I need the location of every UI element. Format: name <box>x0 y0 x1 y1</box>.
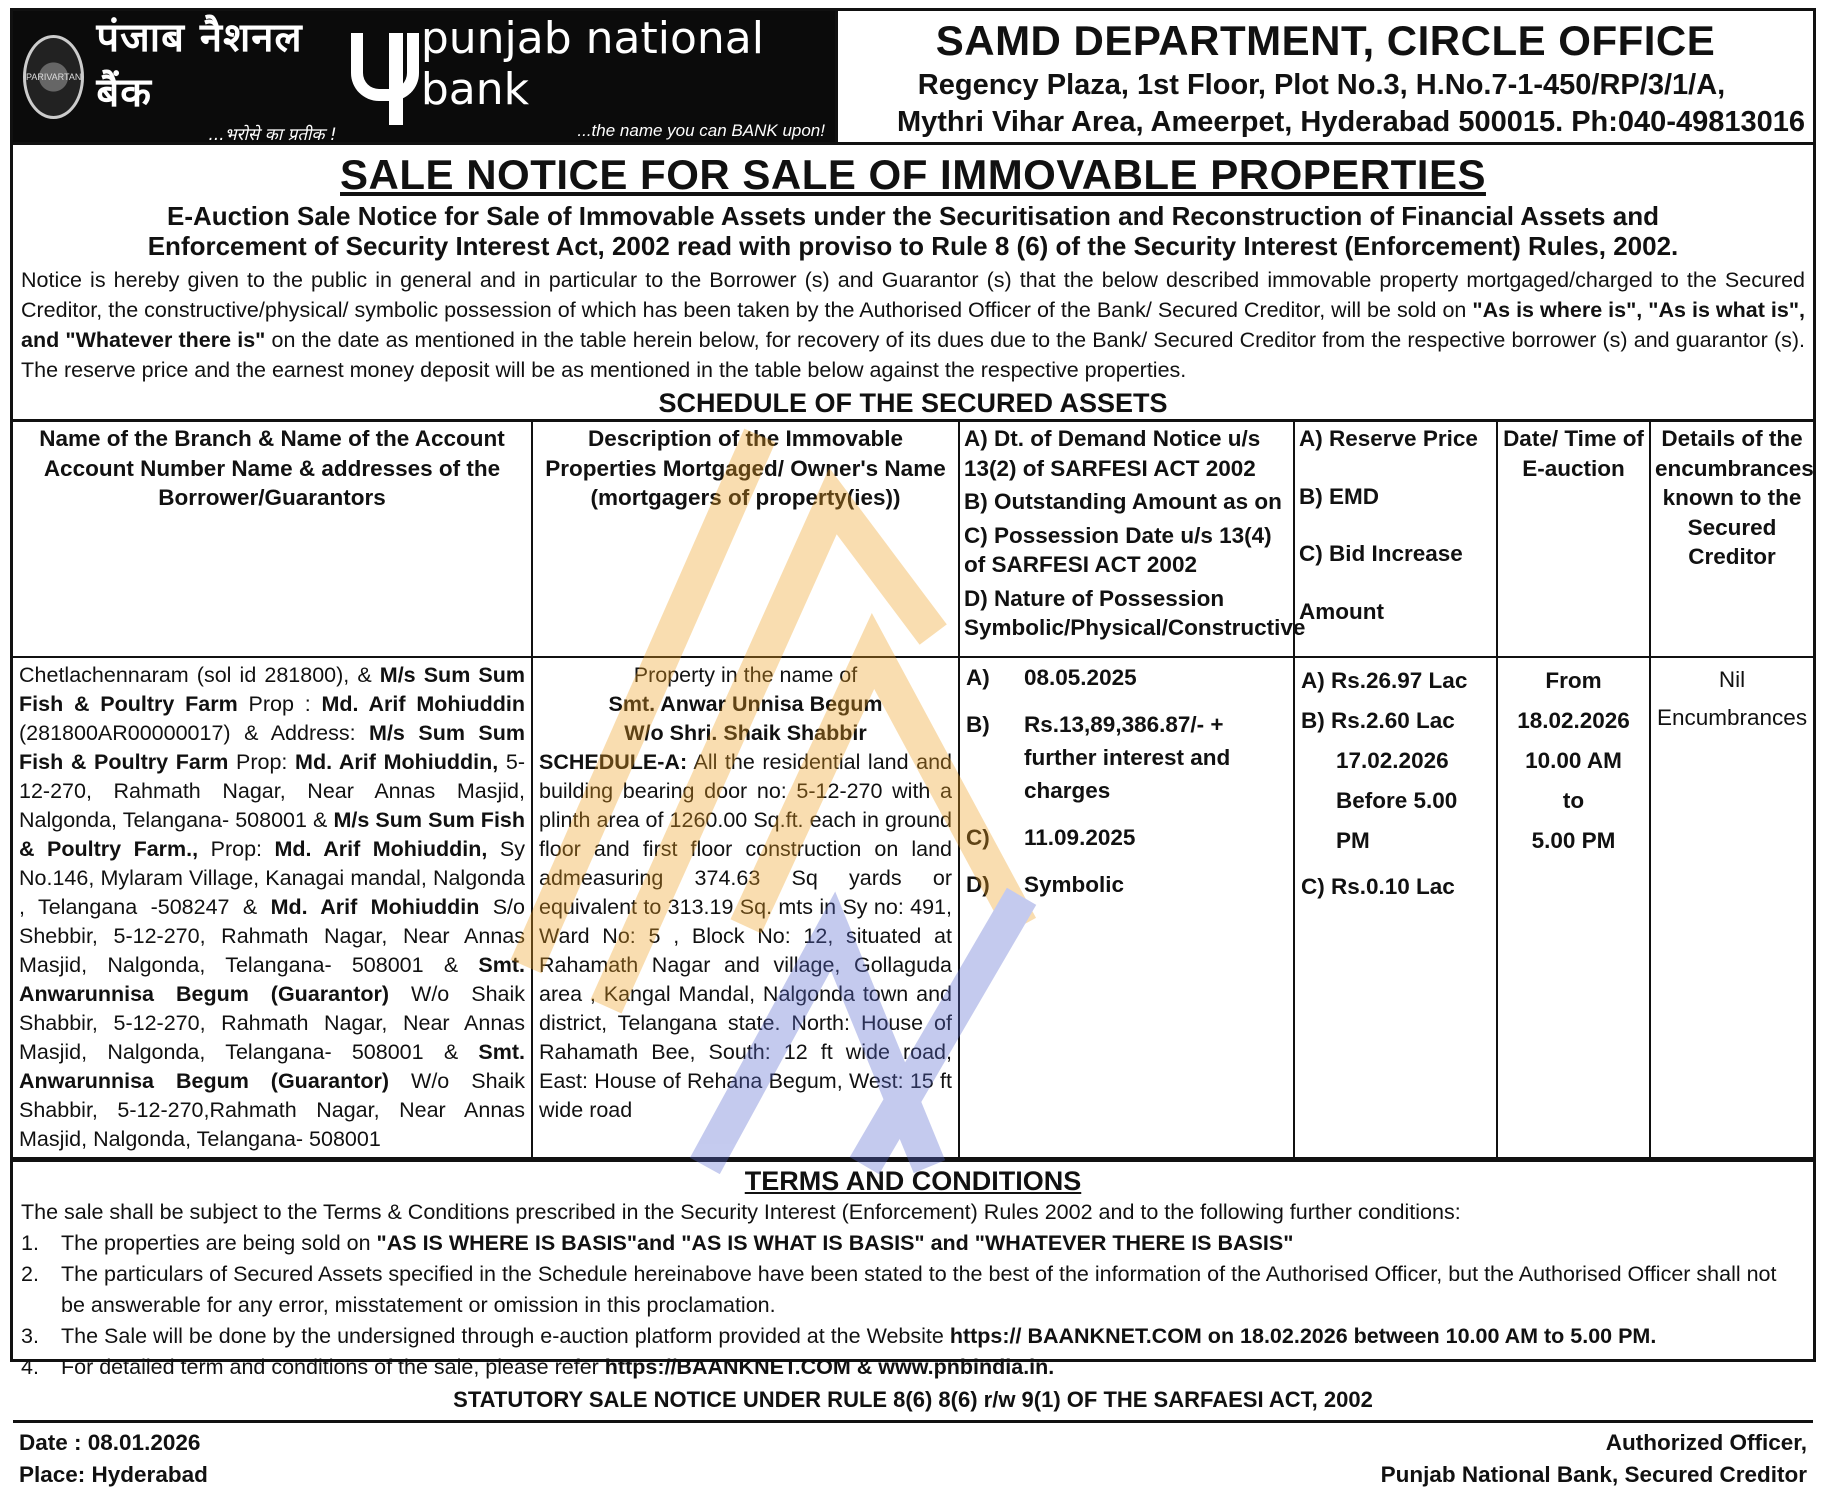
notice-details-cell <box>959 657 1294 1158</box>
table-header-row <box>13 421 1813 658</box>
bid-increase: C) Rs.0.10 Lac <box>1301 874 1455 899</box>
possession-nature: D) Symbolic <box>966 872 1125 897</box>
secured-assets-table <box>13 419 1813 1159</box>
possession-date: C) 11.09.2025 <box>966 825 1136 850</box>
notice-intro: Notice is hereby given to the public in general and in particular to the Borrower (s) and Guarantor (s) that the below described immovable property mortgaged/charged to the Secured Creditor, the constructive/physical/ symbolic possession of which has been taken by the Authorised Officer of the Bank/ Secured Creditor, will be sold on "As is where is", "As is what is", and "Whatever there is" on the date as mentioned in the table herein below, for recovery of its dues due to the Bank/ Secured Creditor from the respective borrower (s) and guarantor (s). The reserve price and the earnest money deposit will be as mentioned in the table below against the respective properties. <box>21 268 1805 382</box>
notice-subtitle <box>13 201 1813 261</box>
terms-title: TERMS AND CONDITIONS <box>744 1166 1082 1196</box>
header-encumbrances: Details of the encumbrances known to the Secured Creditor <box>1650 421 1813 658</box>
tagline-hindi: ...भरोसे का प्रतीक ! <box>208 125 337 145</box>
as-is-clause: "As is where is", "As is what is", and "Whatever there is" <box>21 298 1805 352</box>
terms-item: 2. The particulars of Secured Assets specified in the Schedule hereinabove have been stated to the best of the information of the Authorised Officer, but the Authorised Officer shall not be answerable for any error, misstatement or omission in this proclamation. <box>21 1262 1777 1317</box>
office-address-line1: Regency Plaza, 1st Floor, Plot No.3, H.No.7-1-450/RP/3/1/A, <box>917 69 1726 101</box>
reference-links[interactable]: https://BAANKNET.COM & www.pnbindia.in. <box>604 1355 1055 1379</box>
encumbrances-cell: Nil Encumbrances <box>1650 657 1813 1158</box>
header-auction-time: Date/ Time of E-auction <box>1497 421 1650 658</box>
header-borrower: Name of the Branch & Name of the Account Account Number Name & addresses of the Borrower/Guarantors <box>13 421 532 658</box>
schedule-title: SCHEDULE OF THE SECURED ASSETS <box>658 388 1168 418</box>
terms-list <box>21 1228 1805 1383</box>
schedule-a-description: SCHEDULE-A: All the residential land and building bearing door no: 5-12-270 with a plinth area of 1260.00 Sq.ft. each in ground floor and first floor construction on land admeasuring 374.63 Sq yards or equivalent to 313.19 Sq. mts in Sy no: 491, Ward No: 5 , Block No: 12, situated at Rahamath Nagar and village, Gollaguda area , Kangal Mandal, Nalgonda town and district, Telangana state. North: House of Rahamath Bee, South: 12 ft wide road, East: House of Rehana Begum, West: 15 ft wide road <box>539 750 952 1122</box>
header-property: Description of the Immovable Properties Mortgaged/ Owner's Name (mortgagers of property(ies)) <box>532 421 959 658</box>
baanknet-link[interactable]: https:// BAANKNET.COM on 18.02.2026 between 10.00 AM to 5.00 PM. <box>949 1324 1657 1348</box>
outstanding-amount: B) Rs.13,89,386.87/- + further interest and charges <box>966 712 1231 803</box>
reserve-price: A) Rs.26.97 Lac <box>1301 668 1468 693</box>
table-row <box>13 657 1813 1158</box>
terms-item: 4. For detailed term and conditions of the sale, please refer https://BAANKNET.COM & www.pnbindia.in. <box>21 1355 1055 1379</box>
notice-place: Place: Hyderabad <box>19 1462 208 1487</box>
owner-relation: W/o Shri. Shaik Shabbir <box>624 721 867 745</box>
owner-name: Smt. Anwar Unnisa Begum <box>608 692 883 716</box>
bank-logo-block <box>13 11 838 145</box>
bank-name-english: punjab national bank <box>420 12 764 115</box>
header-notice-details: A) Dt. of Demand Notice u/s 13(2) of SARFESI ACT 2002 B) Outstanding Amount as on C) Possession Date u/s 13(4) of SARFESI ACT 2002 D) Nature of Possession Symbolic/Physical/Constructive <box>959 421 1294 658</box>
property-description-cell <box>532 657 959 1158</box>
office-address-line2: Mythri Vihar Area, Ameerpet, Hyderabad 500015. Ph:040-49813016 <box>896 106 1805 138</box>
notice-title: SALE NOTICE FOR SALE OF IMMOVABLE PROPERTIES <box>340 151 1486 198</box>
pnb-logo-icon <box>351 27 403 127</box>
auction-time-cell: From 18.02.2026 10.00 AM to 5.00 PM <box>1497 657 1650 1158</box>
parivartan-emblem-icon: PARIVARTAN <box>23 35 84 119</box>
prices-cell <box>1294 657 1497 1158</box>
demand-notice-date: A) 08.05.2025 <box>966 665 1137 690</box>
tagline-english: ...the name you can BANK upon! <box>577 120 825 140</box>
terms-item: 3. The Sale will be done by the undersigned through e-auction platform provided at the Website https:// BAANKNET.COM on 18.02.2026 between 10.00 AM to 5.00 PM. <box>21 1324 1657 1348</box>
office-title: SAMD DEPARTMENT, CIRCLE OFFICE <box>935 17 1716 64</box>
office-block <box>838 11 1813 142</box>
sale-notice-page <box>10 8 1816 1487</box>
subtitle-line2: Enforcement of Security Interest Act, 2002 read with proviso to Rule 8 (6) of the Security Interest (Enforcement) Rules, 2002. <box>147 231 1679 261</box>
signatory-org: Punjab National Bank, Secured Creditor <box>1380 1462 1807 1487</box>
terms-intro: The sale shall be subject to the Terms & Conditions prescribed in the Security Interest (Enforcement) Rules 2002 and to the following further conditions: <box>21 1200 1461 1224</box>
header <box>13 11 1813 145</box>
terms-item: 1. The properties are being sold on "AS IS WHERE IS BASIS"and "AS IS WHAT IS BASIS" and "WHATEVER THERE IS BASIS" <box>21 1231 1294 1255</box>
emd-date: 17.02.2026 <box>1336 748 1449 773</box>
subtitle-line1: E-Auction Sale Notice for Sale of Immovable Assets under the Securitisation and Reconstruction of Financial Assets and <box>167 201 1659 231</box>
english-brand <box>421 13 825 141</box>
notice-date: Date : 08.01.2026 <box>19 1430 201 1455</box>
emd-time: Before 5.00 PM <box>1336 788 1458 853</box>
borrower-details-cell: Chetlachennaram (sol id 281800), & M/s Sum Sum Fish & Poultry Farm Prop : Md. Arif Mohiuddin (281800AR00000017) & Address: M/s Sum Sum Fish & Poultry Farm Prop: Md. Arif Mohiuddin, 5-12-270, Rahmath Nagar, Near Annas Masjid, Nalgonda, Telangana- 508001 & M/s Sum Sum Fish & Poultry Farm., Prop: Md. Arif Mohiuddin, Sy No.146, Mylaram Village, Kanagai mandal, Nalgonda , Telangana -508247 & Md. Arif Mohiuddin S/o Shebbir, 5-12-270, Rahmath Nagar, Near Annas Masjid, Nalgonda, Telangana- 508001 & Smt. Anwarunnisa Begum (Guarantor) W/o Shaik Shabbir, 5-12-270, Rahmath Nagar, Near Annas Masjid, Nalgonda, Telangana- 508001 & Smt. Anwarunnisa Begum (Guarantor) W/o Shaik Shabbir, 5-12-270,Rahmath Nagar, Near Annas Masjid, Nalgonda, Telangana- 508001 <box>13 657 532 1158</box>
emd-amount: B) Rs.2.60 Lac <box>1301 708 1455 733</box>
statutory-notice: STATUTORY SALE NOTICE UNDER RULE 8(6) 8(6) r/w 9(1) OF THE SARFAESI ACT, 2002 <box>453 1387 1373 1412</box>
hindi-brand <box>96 8 336 145</box>
owner-label: Property in the name of <box>633 663 858 687</box>
header-prices: A) Reserve Price B) EMD C) Bid Increase Amount <box>1294 421 1497 658</box>
bank-name-hindi: पंजाब नैशनल बैंक <box>96 15 303 116</box>
terms-section <box>13 1159 1813 1416</box>
signatory-title: Authorized Officer, <box>1605 1430 1807 1455</box>
footer <box>13 1420 1813 1491</box>
